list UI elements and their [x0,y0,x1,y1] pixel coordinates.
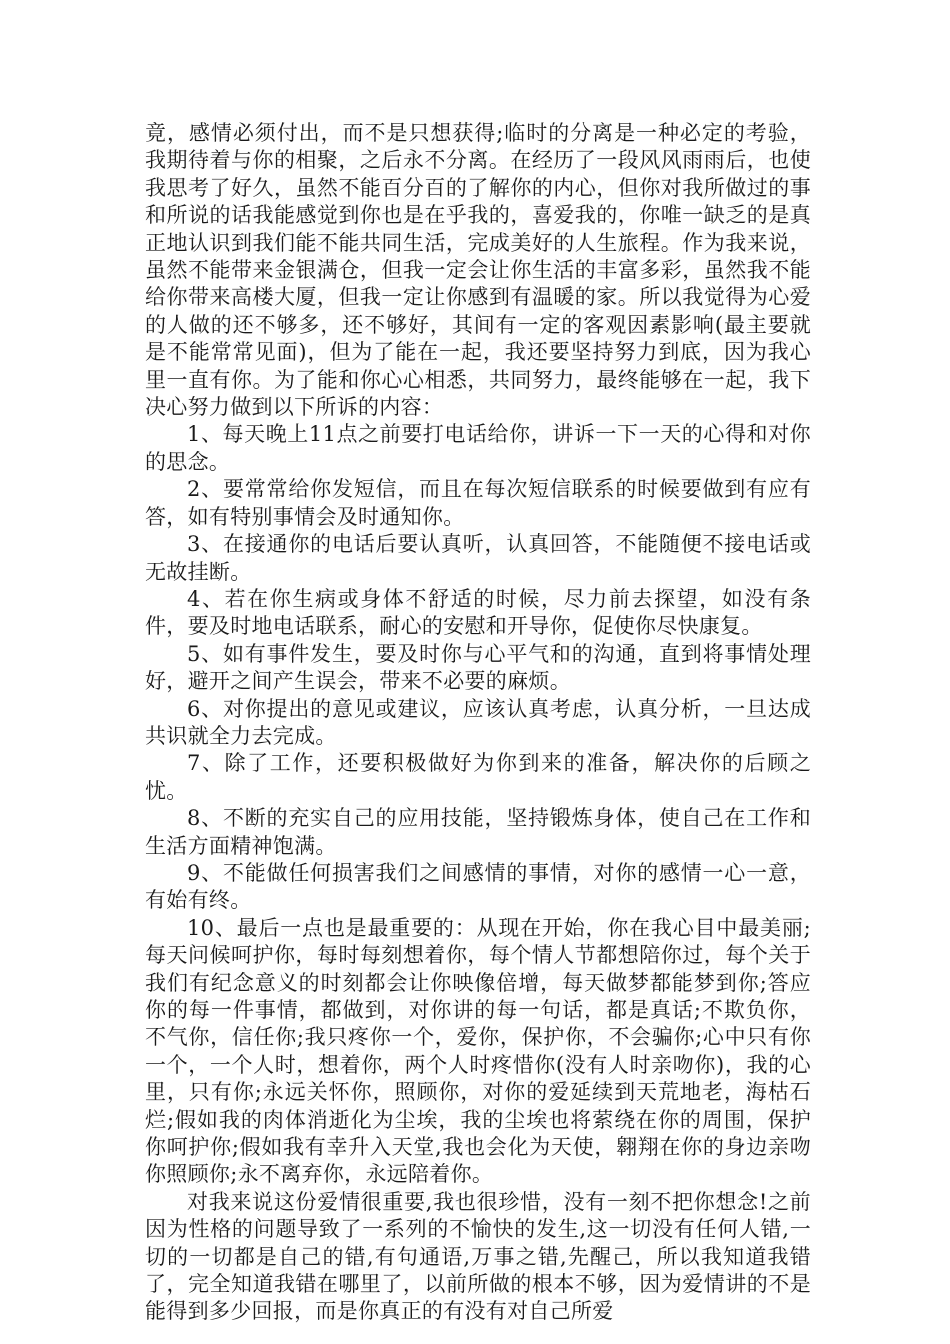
list-item-10: 10、最后一点也是最重要的：从现在开始，你在我心目中最美丽;每天问候呵护你，每时每刻想着你，每个情人节都想陪你过，每个关于我们有纪念意义的时刻都会让你映像倍增，每天做梦都能梦到你;答应你的每一件事情，都做到，对你讲的每一句话，都是真话;不欺负你，不气你，信任你;我只疼你一个，爱你，保护你，不会骗你;心中只有你一个，一个人时，想着你，两个人时疼惜你(没有人时亲吻你)，我的心里，只有你;永远关怀你，照顾你，对你的爱延续到天荒地老，海枯石烂;假如我的肉体消逝化为尘埃，我的尘埃也将萦绕在你的周围，保护你呵护你;假如我有幸升入天堂,我也会化为天使，翱翔在你的身边亲吻你照顾你;永不离弃你，永远陪着你。 [145,915,811,1187]
list-item-8: 8、不断的充实自己的应用技能，坚持锻炼身体，使自己在工作和生活方面精神饱满。 [145,806,811,858]
list-item-6: 6、对你提出的意见或建议，应该认真考虑，认真分析，一旦达成共识就全力去完成。 [145,696,811,748]
list-item-2: 2、要常常给你发短信，而且在每次短信联系的时候要做到有应有答，如有特别事情会及时通知你。 [145,477,811,529]
list-item-1: 1、每天晚上11点之前要打电话给你，讲诉一下一天的心得和对你的思念。 [145,422,811,474]
list-item-3: 3、在接通你的电话后要认真听，认真回答，不能随便不接电话或无故挂断。 [145,532,811,584]
paragraph-closing: 对我来说这份爱情很重要,我也很珍惜，没有一刻不把你想念!之前因为性格的问题导致了一系列的不愉快的发生,这一切没有任何人错,一切的一切都是自己的错,有句通语,万事之错,先醒己，所以我知道我错了，完全知道我错在哪里了，以前所做的根本不够，因为爱情讲的不是能得到多少回报，而是你真正的有没有对自己所爱 [145,1189,811,1324]
list-item-4: 4、若在你生病或身体不舒适的时候，尽力前去探望，如没有条件，要及时地电话联系，耐心的安慰和开导你，促使你尽快康复。 [145,586,811,639]
list-item-9: 9、不能做任何损害我们之间感情的事情，对你的感情一心一意，有始有终。 [145,860,811,913]
list-item-5: 5、如有事件发生，要及时你与心平气和的沟通，直到将事情处理好，避开之间产生误会，带来不必要的麻烦。 [145,641,811,694]
paragraph-intro: 竟，感情必须付出，而不是只想获得;临时的分离是一种必定的考验，我期待着与你的相聚，之后永不分离。在经历了一段风风雨雨后，也使我思考了好久，虽然不能百分百的了解你的内心，但你对我所做过的事和所说的话我能感觉到你也是在乎我的，喜爱我的，你唯一缺乏的是真正地认识到我们能不能共同生活，完成美好的人生旅程。作为我来说，虽然不能带来金银满仓，但我一定会让你生活的丰富多彩，虽然我不能给你带来高楼大厦，但我一定让你感到有温暖的家。所以我觉得为心爱的人做的还不够多，还不够好，其间有一定的客观因素影响(最主要就是不能常常见面)，但为了能在一起，我还要坚持努力到底，因为我心里一直有你。为了能和你心心相悉，共同努力，最终能够在一起，我下决心努力做到以下所诉的内容： [145,121,811,420]
list-item-7: 7、除了工作，还要积极做好为你到来的准备，解决你的后顾之忧。 [145,751,811,803]
document-page [145,120,811,1326]
